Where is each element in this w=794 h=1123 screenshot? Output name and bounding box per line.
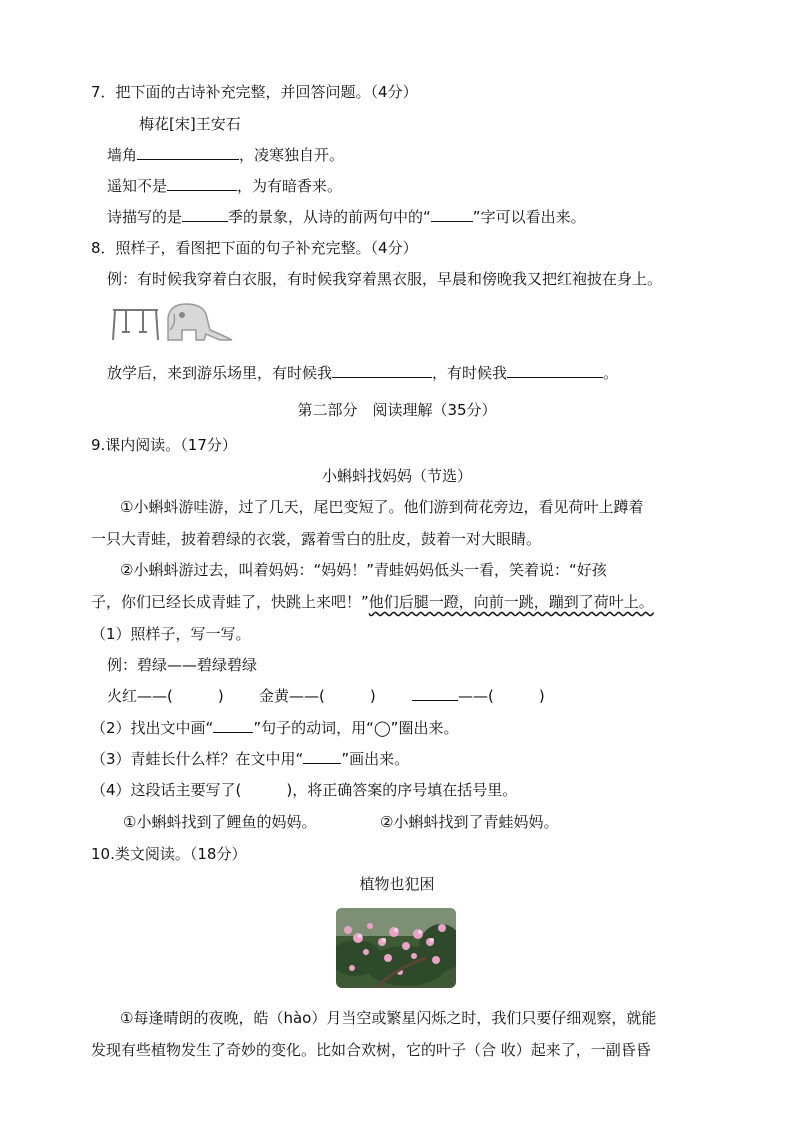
exercise-item-3[interactable]: ——( ) xyxy=(412,686,545,706)
exercise-item-1[interactable]: 火红——( ) xyxy=(107,687,224,705)
circle-icon: ◯ xyxy=(373,719,391,737)
silk-tree-image xyxy=(336,908,456,988)
answer-blank[interactable] xyxy=(182,207,228,222)
answer-blank[interactable] xyxy=(412,686,458,701)
playground-illustration xyxy=(110,300,240,348)
wavy-line-sample xyxy=(213,718,253,733)
q9-title: 9.课内阅读。（17分） xyxy=(91,436,237,454)
sub-question-3: （3）青蛙长什么样？在文中用“ ”画出来。 xyxy=(91,750,410,768)
passage-paragraph-2-line-1: ②小蝌蚪游过去，叫着妈妈：“妈妈！”青蛙妈妈低头一看，笑着说：“好孩 xyxy=(120,561,607,579)
exercise-item-2[interactable]: 金黄——( ) xyxy=(259,687,376,705)
sub-question-1-example: 例：碧绿——碧绿碧绿 xyxy=(107,656,258,674)
option-1[interactable]: ①小蝌蚪找到了鲤鱼的妈妈。 xyxy=(123,813,317,831)
passage-paragraph-1-line-2: 一只大青蛙，披着碧绿的衣裳，露着雪白的肚皮，鼓着一对大眼睛。 xyxy=(91,530,542,548)
q7-question: 诗描写的是 季的景象，从诗的前两句中的“ ”字可以看出来。 xyxy=(107,208,586,226)
silk-tree-photo xyxy=(336,908,456,988)
underline-sample xyxy=(303,749,341,764)
q8-title: 8．照样子，看图把下面的句子补充完整。（4分） xyxy=(91,239,418,257)
answer-blank[interactable] xyxy=(167,176,237,191)
passage-paragraph-1-line-1: ①小蝌蚪游哇游，过了几天，尾巴变短了。他们游到荷花旁边，看见荷叶上蹲着 xyxy=(120,498,644,516)
answer-blank[interactable] xyxy=(332,363,432,378)
option-2[interactable]: ②小蝌蚪找到了青蛙妈妈。 xyxy=(380,813,559,831)
wavy-underlined-sentence: 他们后腿一蹬，向前一跳，蹦到了荷叶上。 xyxy=(368,593,654,611)
answer-blank[interactable] xyxy=(507,363,603,378)
passage-2-line-1: ①每逢晴朗的夜晚，皓（hào）月当空或繁星闪烁之时，我们只要仔细观察，就能 xyxy=(120,1009,657,1027)
passage-2-line-2: 发现有些植物发生了奇妙的变化。比如合欢树，它的叶子（合 收）起来了，一副昏昏 xyxy=(91,1041,651,1059)
answer-blank[interactable] xyxy=(137,145,239,160)
q8-example: 例：有时候我穿着白衣服，有时候我穿着黑衣服，早晨和傍晚我又把红袍披在身上。 xyxy=(107,270,663,288)
passage-title-2: 植物也犯困 xyxy=(359,875,435,893)
part-heading: 第二部分 阅读理解（35分） xyxy=(297,401,497,419)
sub-question-2: （2）找出文中画“ ”句子的动词，用“◯”圈出来。 xyxy=(91,719,459,737)
passage-title: 小蝌蚪找妈妈（节选） xyxy=(321,467,472,485)
q7-title: 7．把下面的古诗补充完整，并回答问题。（4分） xyxy=(91,83,418,101)
passage-paragraph-2-line-2: 子，你们已经长成青蛙了，快跳上来吧！”他们后腿一蹬，向前一跳，蹦到了荷叶上。 xyxy=(91,593,654,611)
q10-title: 10.类文阅读。（18分） xyxy=(91,845,247,863)
poem-line-2: 遥知不是 ，为有暗香来。 xyxy=(107,177,343,195)
answer-blank[interactable] xyxy=(431,207,473,222)
sub-question-4: （4）这段话主要写了( )，将正确答案的序号填在括号里。 xyxy=(91,781,518,799)
poem-line-1: 墙角 ，凌寒独自开。 xyxy=(107,146,345,164)
sub-question-1: （1）照样子，写一写。 xyxy=(91,625,251,643)
swing-and-slide-icon xyxy=(110,300,240,348)
q8-sentence: 放学后，来到游乐场里，有时候我 ，有时候我 。 xyxy=(107,364,619,382)
poem-title: 梅花[宋]王安石 xyxy=(139,115,241,133)
